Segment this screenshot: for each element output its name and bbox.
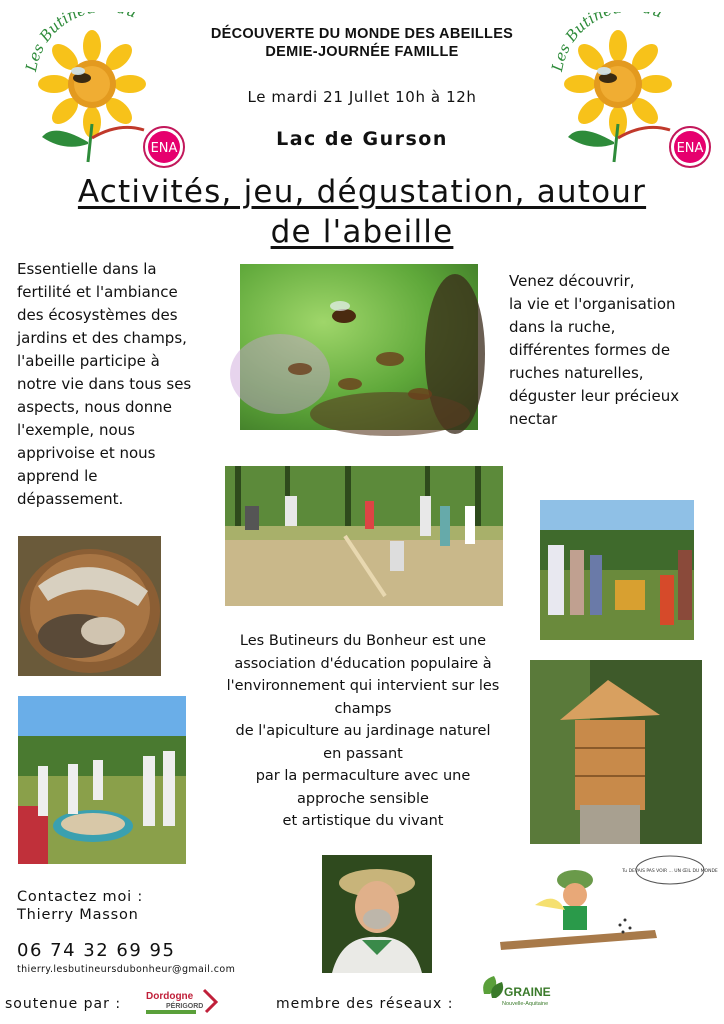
svg-text:Nouvelle-Aquitaine: Nouvelle-Aquitaine (502, 1001, 549, 1007)
right-text-line: Venez découvrir, (509, 272, 635, 290)
game-circle-photo (18, 696, 186, 864)
association-text-line: Les Butineurs du Bonheur est une (239, 633, 487, 649)
main-title-line-1: Activités, jeu, dégustation, autour (77, 174, 647, 210)
dordogne-logo (144, 986, 224, 1016)
event-location: Lac de Gurson (276, 128, 448, 150)
left-text-line: jardins et des champs, (17, 329, 187, 347)
header-line-2: DEMIE-JOURNÉE FAMILLE (265, 44, 459, 60)
left-text-line: apprend le (17, 467, 98, 485)
contact-label: Contactez moi : (17, 889, 144, 905)
left-text-line: Essentielle dans la (17, 260, 157, 278)
svg-text:GRAINE: GRAINE (504, 985, 551, 999)
logo-name-left: Les Butin (22, 12, 81, 73)
forest-group-photo (225, 466, 503, 606)
right-text-line: dans la ruche, (509, 318, 616, 336)
logo-name-right: Les Butin (548, 12, 607, 73)
portrait-photo (322, 855, 432, 973)
association-paragraph (200, 630, 526, 833)
association-text-line: et artistique du vivant (282, 813, 444, 829)
member-of-label: membre des réseaux : (276, 996, 454, 1012)
supported-by-label: soutenue par : (5, 996, 122, 1012)
left-text-line: fertilité et l'ambiance (17, 283, 178, 301)
log-hive-photo (18, 536, 161, 676)
wooden-hive-photo (530, 660, 702, 844)
left-text-line: l'exemple, nous (17, 421, 135, 439)
main-title-line-2: de l'abeille (270, 214, 454, 250)
bee-photo (240, 264, 478, 430)
left-text-line: dépassement. (17, 490, 124, 508)
association-text-line: champs (334, 700, 392, 717)
drawing-speech-bubble: Tu DEVAIS PAS VOIR ... UN ŒIL DU MONDE (622, 869, 718, 874)
event-date: Le mardi 21 Jullet 10h à 12h (247, 88, 477, 106)
left-text-line: apprivoise et nous (17, 444, 156, 462)
association-text-line: en passant (323, 745, 403, 762)
contact-email[interactable]: thierry.lesbutineursdubonheur@gmail.com (17, 964, 236, 975)
right-text-line: différentes formes de (509, 341, 671, 359)
hives-group-photo (540, 500, 694, 640)
logo-left (14, 12, 186, 172)
left-text-line: aspects, nous donne (17, 398, 172, 416)
ena-badge-right: ENA (676, 141, 704, 156)
association-text-line: l'environnement qui intervient sur les (226, 678, 500, 694)
left-text-line: l'abeille participe à (17, 352, 160, 370)
association-text-line: de l'apiculture au jardinage naturel (235, 723, 491, 739)
right-text-line: la vie et l'organisation (509, 295, 676, 313)
logo-right (540, 12, 712, 172)
right-text-line: déguster leur précieux (509, 387, 680, 405)
association-text-line: par la permaculture avec une (255, 768, 471, 784)
header-line-1: DÉCOUVERTE DU MONDE DES ABEILLES (210, 26, 514, 42)
association-text-line: approche sensible (297, 790, 429, 807)
right-text-line: ruches naturelles, (509, 364, 644, 382)
svg-text:PÉRIGORD: PÉRIGORD (166, 1003, 204, 1010)
graine-logo (478, 972, 558, 1008)
association-text-line: association d'éducation populaire à (234, 655, 492, 672)
contact-phone[interactable]: 06 74 32 69 95 (17, 940, 176, 961)
left-text-line: notre vie dans tous ses (17, 375, 192, 393)
contact-name: Thierry Masson (17, 907, 139, 923)
svg-text:Dordogne: Dordogne (146, 991, 194, 1002)
left-paragraph (17, 258, 227, 511)
bee-character-drawing (495, 850, 718, 970)
ena-badge-left: ENA (150, 141, 178, 156)
right-paragraph (509, 270, 719, 431)
right-text-line: nectar (509, 410, 558, 428)
left-text-line: des écosystèmes des (17, 306, 178, 324)
